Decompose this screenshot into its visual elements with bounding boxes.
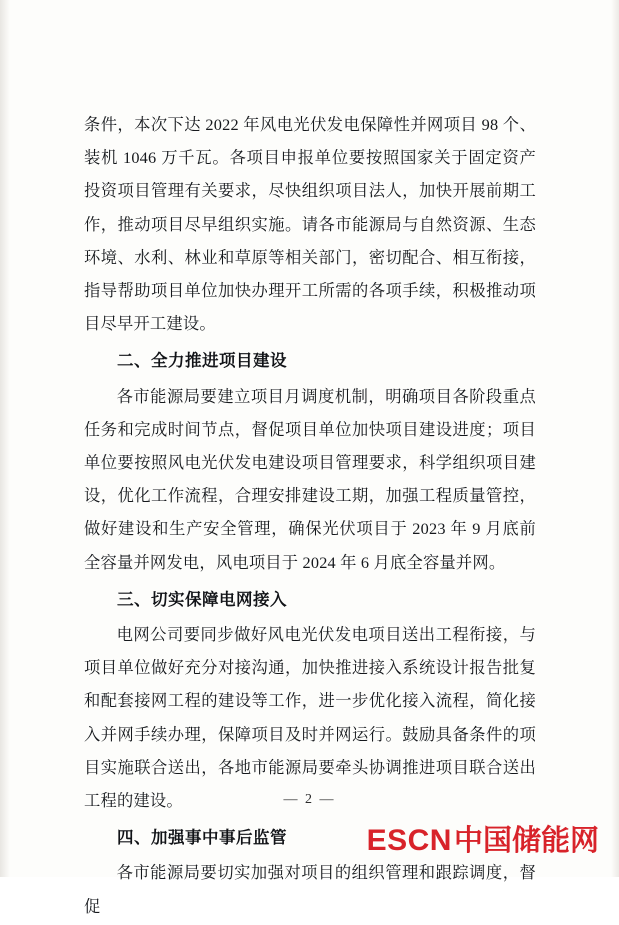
section-heading-4: 四、加强事中事后监管 xyxy=(117,828,287,848)
paragraph-4: 各市能源局要切实加强对项目的组织管理和跟踪调度，督促 xyxy=(84,863,536,916)
watermark-brand-latin: ESCN xyxy=(366,824,452,857)
paragraph-3: 电网公司要同步做好风电光伏发电项目送出工程衔接，与项目单位做好充分对接沟通，加快推进接入系统设计报告批复和配套接网工程的建设等工作，进一步优化接入流程，简化接入并网手续办理，保障项目及时并网运行。鼓励具备条件的项目实施联合送出，各地市能源局要牵头协调推进项目联合送出工程的建设。 xyxy=(84,625,536,811)
page-footer xyxy=(0,790,619,808)
paragraph-2: 各市能源局要建立项目月调度机制，明确项目各阶段重点任务和完成时间节点，督促项目单位加快项目建设进度；项目单位要按照风电光伏发电建设项目管理要求，科学组织项目建设，优化工作流程，合理安排建设工期，加强工程质量管控，做好建设和生产安全管理，确保光伏项目于 2023 年 9 月底前全容量并网发电，风电项目于 2024 年 6 月底全容量并网。 xyxy=(84,386,536,572)
paragraph-1: 条件，本次下达 2022 年风电光伏发电保障性并网项目 98 个、装机 1046 万千瓦。各项目申报单位要按照国家关于固定资产投资项目管理有关要求，尽快组织项目法人，加快开展前期工作，推动项目尽早组织实施。请各市能源局与自然资源、生态环境、水利、林业和草原等相关部门，密切配合、相互衔接，指导帮助项目单位加快办理开工所需的各项手续，积极推动项目尽早开工建设。 xyxy=(84,115,536,334)
watermark-brand-chinese: 中国储能网 xyxy=(453,825,599,857)
watermark-logo xyxy=(367,818,599,859)
section-heading-2: 二、全力推进项目建设 xyxy=(117,351,287,371)
section-heading-3: 三、切实保障电网接入 xyxy=(117,589,287,609)
page-number: — 2 — xyxy=(283,792,336,807)
